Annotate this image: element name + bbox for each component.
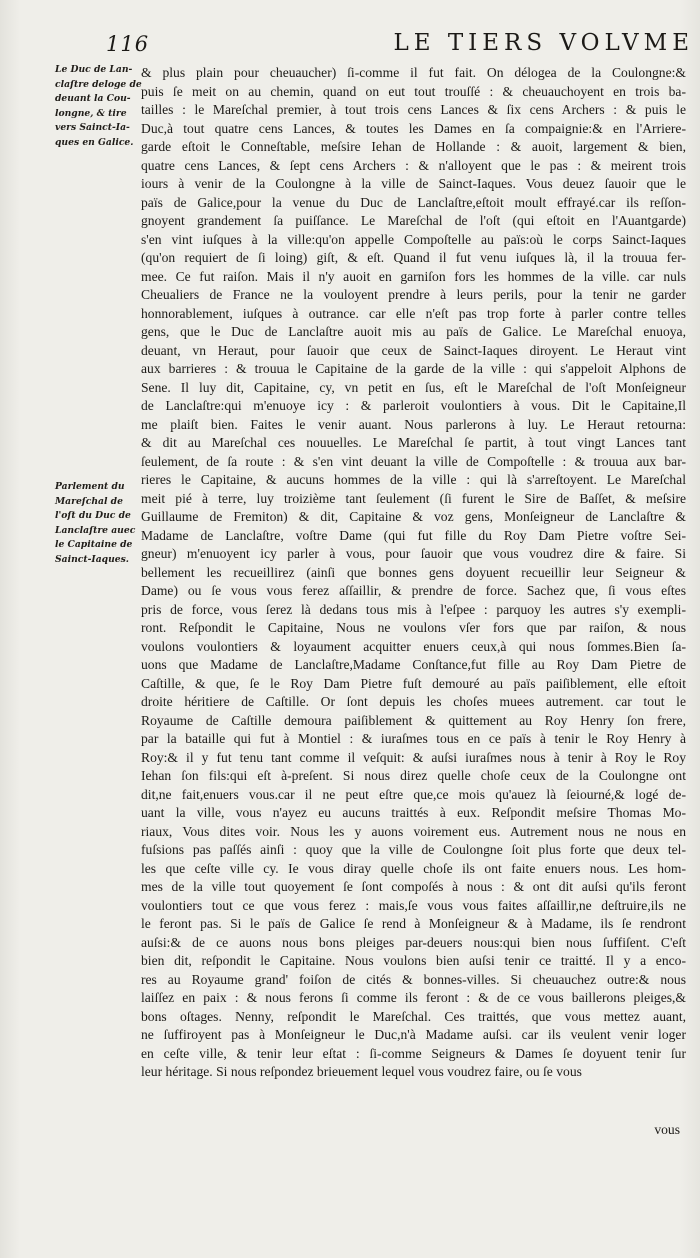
margin-note-line: Sainct-Iaques. — [55, 553, 129, 565]
text-line: honnorablement, iuſques à outrance. car elle n'eſt pas trop forte à parler contre telles — [141, 305, 686, 321]
text-line: me plaiſt bien. Faites le venir auant. Nous parlerons à luy. Le Heraut retourna: — [141, 416, 686, 432]
text-line: en ceſte ville, & tenir leur eſtat : ſi-comme Seigneurs & Dames ſe doyuent tenir ſur — [141, 1045, 686, 1061]
text-line: par la bataille qui fut à Montiel : & iuraſmes tous en ce païs à tenir le Roy Henry à — [141, 731, 686, 746]
text-line: auſsi:& de ce auons nous bons pleiges par-deuers nous:qui bien nous ſuffiſent. C'eſt — [141, 934, 686, 950]
margin-note-line: l'oſt du Duc de — [55, 510, 131, 521]
text-line: & plus plain pour cheuaucher) ſi-comme il fut fait. On délogea de la Coulongne:& — [141, 65, 686, 80]
text-line: Dame) ou ſe vous vous ferez aſſaillir, & prendre de force. Sachez que, ſi vous eſtes — [141, 583, 686, 598]
text-line: pris de force, vous ſerez là dedans tous mis à l'eſpee : parquoy les autres s'y exempli- — [141, 601, 686, 617]
text-line: Iehan ſon fils:qui eſt à-preſent. Si nous direz quelle choſe ceux de la Coulongne ont — [141, 768, 686, 783]
text-line: païs de Galice,pour la venue du Duc de Lanclaſtre,eſtoit moult effrayé.car ils reſſon- — [141, 194, 686, 210]
text-line: tailles : le Mareſchal premier, à tout trois cens Lances & ſix cens Archers : & puis le — [141, 102, 686, 117]
margin-note-line: longne, & tire — [55, 107, 127, 119]
text-line: bons oſtages. Nenny, reſpondit le Mareſchal. Ces traittés, que vous mettez auant, — [141, 1008, 686, 1024]
text-line: deuant, vn Heraut, pour ſauoir que ceux de Sainct-Iaques diroyent. Le Heraut vint — [141, 342, 686, 358]
text-line: ne ſuffiroyent pas à Monſeigneur le Duc,n'à Madame auſsi. car ils veulent venir loger — [141, 1027, 686, 1042]
text-line: meit pié à terre, luy troizième tant ſeulement (ſi furent le Sire de Baſſet, & meſsire — [141, 490, 686, 506]
text-line: le feront pas. Si le païs de Galice ſe rend à Monſeigneur & à Madame, ils ſe rendront — [141, 916, 686, 931]
margin-note-line: vers Sainct-Ia- — [55, 122, 130, 133]
text-line: gnoyent grandement ſa puiſſance. Le Mareſchal de l'oſt (qui eſtoit en l'Auantgarde) — [141, 213, 686, 228]
page-number: 116 — [106, 32, 150, 56]
text-line: Caſtille, & que, ſe le Roy Dam Pietre fuſt demouré au païs paiſiblement, elle eſtoit — [141, 675, 686, 691]
text-line: uant la ville, vous n'ayez eu aucuns traittés à eux. Reſpondit meſsire Thomas Mo- — [141, 805, 686, 820]
text-line: puis ſe meit on au chemin, quand on eut tout trouſſé : & cheuauchoyent en trois ba- — [141, 83, 686, 99]
margin-note-line: Le Duc de Lan- — [55, 64, 133, 75]
text-line: quatre cens Lances, & ſept cens Archers : & n'alloyent que le pas : & meirent trois — [141, 157, 686, 173]
text-line: (qu'on requiert de ſi loing) giſt, & eſt. Quand il fut venu iuſques là, il la trouua fer- — [141, 250, 686, 265]
text-line: rieres le Capitaine, & aucuns hommes de la ville : qui là s'arreſtoyent. Le Mareſchal — [141, 472, 686, 487]
running-title: LE TIERS VOLVME — [393, 30, 694, 56]
text-line: ſeulement, de ſa route : & s'en vint deuant la ville de Compoſtelle : & trouua aux bar- — [141, 453, 686, 469]
text-line: riaux, Vous dites voir. Nous les y auons voirement eus. Autrement nous ne nous en — [141, 823, 686, 839]
margin-note-line: deuant la Cou- — [55, 93, 131, 104]
text-line: uons que Madame de Lanclaſtre,Madame Conſtance,fut fille au Roy Dam Pietre de — [141, 657, 686, 672]
text-line: s'en vint iuſques à la ville:qu'on appelle Compoſtelle au païs:où le corps Sainct-Iaques — [141, 231, 686, 247]
text-line: Cheualiers de France ne la vouloyent prendre à leurs perils, pour la tenir ne garder — [141, 287, 686, 302]
text-line: Royaume de Caſtille demoura paiſiblement & quittement au Roy Henry ſon frere, — [141, 712, 686, 728]
margin-note-line: claſtre deloge de — [55, 78, 142, 90]
text-line: fuſsions pas paſſés ainſi : quoy que la ville de Coulongne ſoit plus forte que deux tel- — [141, 842, 686, 857]
text-line: Madame de Lanclaſtre, voſtre Dame (qui fut fille du Roy Dam Pietre voſtre Sei- — [141, 527, 686, 543]
text-line: aux barrieres : & trouua le Capitaine de la garde de la ville : qui s'appeloit Alphons de — [141, 361, 686, 376]
text-line: droite héritiere de Caſtille. Or ſont depuis les choſes muees autrement. car tout le — [141, 694, 686, 709]
margin-note-parley — [55, 480, 137, 567]
text-line: bien dit, reſpondit le Capitaine. Nous voulons bien auſsi tenir ce traitté. Il y a enco- — [141, 953, 686, 968]
margin-note-line: le Capitaine de — [55, 539, 133, 550]
margin-note-departure — [55, 63, 142, 150]
margin-note-line: Parlement du — [55, 481, 125, 492]
margin-note-line: ques en Galice. — [55, 136, 134, 148]
text-line: Duc,à tout quatre cens Lances, & toutes les Dames en ſa compaignie:& en l'Arriere- — [141, 120, 686, 136]
text-line: voulons voulontiers & loyaument acquitter enuers ceux,à qui nous ſommes.Bien ſa- — [141, 638, 686, 654]
text-line: Roy:& il y fut tenu tant comme il veſquit: & auſsi iuraſmes nous à tenir à Roy le Roy — [141, 749, 686, 765]
text-line: voulontiers tout ce que vous ferez : mais,ſe vous vous faites aſſaillir,ne deſtruire,ils ne — [141, 897, 686, 913]
text-line: & dit au Mareſchal ces nouuelles. Le Mareſchal ſe partit, à tout vingt Lances tant — [141, 435, 686, 450]
text-line: garde eſtoit le Conneſtable, meſsire Iehan de Hollande : & auoit, largement & bien, — [141, 139, 686, 154]
margin-note-line: Mareſchal de — [55, 495, 123, 507]
text-line: dit,ne fait,enuers vous.car il ne peut eſtre que,ce mois qu'auez là ſeiourné,& logé de- — [141, 786, 686, 802]
text-line: de Lanclaſtre:qui m'enuoye icy : & parleroit voulontiers à vous. Dit le Capitaine,Il — [141, 398, 686, 413]
text-line: leur héritage. Si nous reſpondez brieuement lequel vous voudrez faire, ou ſe vous — [141, 1064, 582, 1079]
text-line: iours à venir de la Coulongne à la ville de Sainct-Iaques. Vous deuez ſauoir que le — [141, 176, 686, 191]
text-line: ront. Reſpondit le Capitaine, Nous ne voulons vſer fors que par raiſon, & nous — [141, 620, 686, 635]
catchword: vous — [654, 1122, 680, 1137]
text-line: gens, que le Duc de Lanclaſtre auoit mis au païs de Galice. Le Mareſchal enuoya, — [141, 324, 686, 339]
text-line: laiſſez en paix : & nous ferons ſi comme ils feront : & de ce vous baillerons pleiges,& — [141, 990, 686, 1005]
margin-note-line: Lanclaſtre auec — [55, 524, 136, 536]
text-line: mes de la ville tout quoyement ſe ſont compoſés à nous : & ont dit auſsi qu'ils feront — [141, 879, 686, 894]
text-line: res au Royaume grand' foiſon de cités & bonnes-villes. Si cheuauchez outre:& nous — [141, 971, 686, 987]
text-line: Guillaume de Fremiton) & dit, Capitaine & voz gens, Monſeigneur de Lanclaſtre & — [141, 509, 686, 524]
text-line: les que ceſte ville cy. Ie vous diray quelle choſe ils ont faite enuers nous. Les hom- — [141, 860, 686, 876]
text-line: bellement les recueillirez (ainſi que bonnes gens doyuent recueillir leur Seigneur & — [141, 564, 686, 580]
main-text-block — [141, 64, 686, 1082]
text-line: gneur) m'enuoyent icy parler à vous, pour ſauoir que vous voudrez dire & faire. Si — [141, 546, 686, 561]
page-header — [106, 30, 694, 62]
text-line: mee. Ce fut raiſon. Mais il n'y auoit en garniſon fors les hommes de la ville. car nuls — [141, 268, 686, 284]
text-line: Sene. Il luy dit, Capitaine, cy, vn petit en ſus, eſt le Mareſchal de l'oſt Monſeigneur — [141, 379, 686, 395]
